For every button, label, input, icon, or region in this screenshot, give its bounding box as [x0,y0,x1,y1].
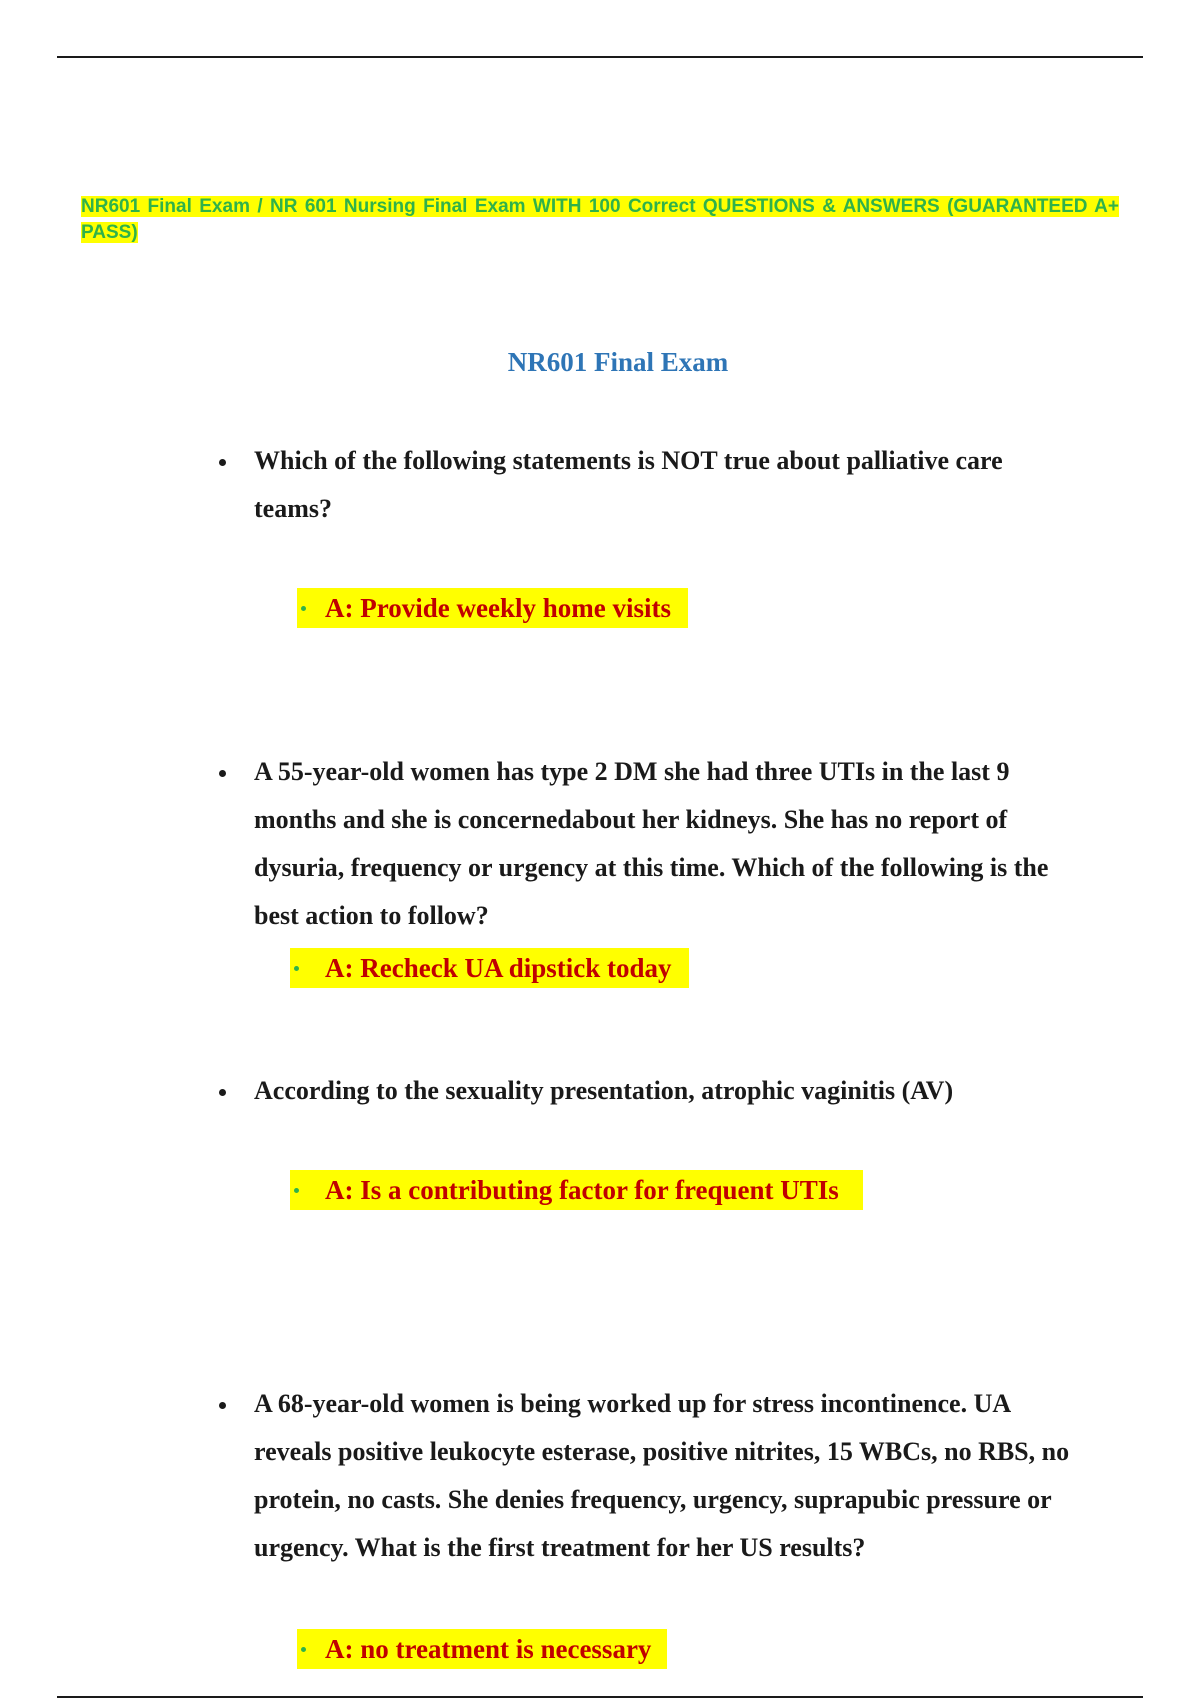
answer-text: A: Recheck UA dipstick today [325,953,672,983]
answer-bullet [301,606,306,611]
question-text: A 68-year-old women is being worked up for stress incontinence. UA reveals positive leukocyte esterase, positive nitrites, 15 WBCs, no RBS, no protein, no casts. She denies frequency, urgency, suprapubic pressure or urgency. What is the first treatment for her US results? [254,1389,1070,1562]
top-rule [57,56,1143,58]
question-bullet [216,767,230,781]
answer-text: A: Provide weekly home visits [325,593,671,623]
question-text: A 55-year-old women has type 2 DM she had three UTIs in the last 9 months and she is concernedabout her kidneys. She has no report of dysuria, frequency or urgency at this time. Which of the following is the best action to follow? [254,757,1049,930]
question-text: Which of the following statements is NOT true about palliative care teams? [254,446,1003,523]
answer-highlight [297,1629,667,1669]
bottom-rule [57,1696,1143,1698]
page-title: NR601 Final Exam [507,347,729,377]
answer-highlight [290,1170,863,1210]
document-banner [81,194,1119,246]
answer-bullet [294,1188,299,1193]
answer-highlight [290,948,689,988]
answer-text: A: Is a contributing factor for frequent UTIs [325,1175,839,1205]
question-bullet [216,1399,230,1413]
question-text: According to the sexuality presentation, atrophic vaginitis (AV) [254,1076,954,1105]
answer-bullet [301,1647,306,1652]
question-bullet [216,1086,230,1100]
banner-text: NR601 Final Exam / NR 601 Nursing Final Exam WITH 100 Correct QUESTIONS & ANSWERS (GUARANTEED A+ PASS) [81,196,1119,243]
answer-highlight [297,588,688,628]
answer-bullet [294,966,299,971]
question-bullet [216,456,230,470]
answer-text: A: no treatment is necessary [325,1634,652,1664]
